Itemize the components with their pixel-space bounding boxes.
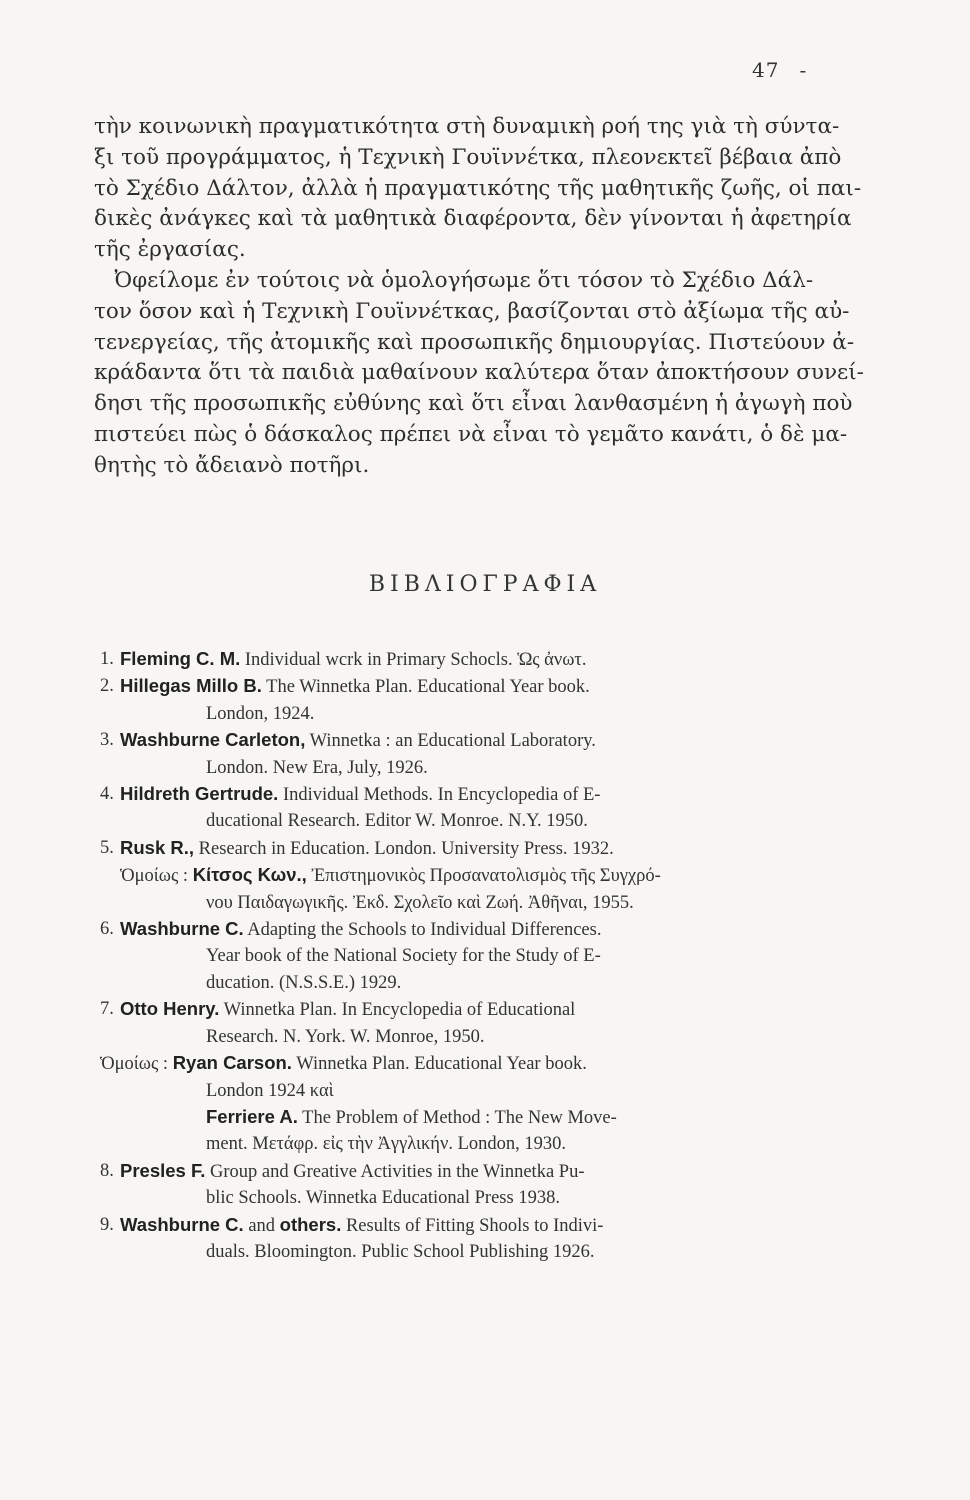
bibliography-entry <box>100 835 830 916</box>
entry-author: Washburne C. <box>120 918 244 940</box>
entry-author: Ferriere A. <box>206 1105 298 1127</box>
body-line: Ὀφείλομε ἐν τούτοις νὰ ὁμολογήσωμε ὅτι τόσον τὸ Σχέδιο Δάλ- <box>94 267 814 293</box>
entry-text: Research. N. York. W. Monroe, 1950. <box>206 1026 485 1047</box>
entry-number: 3. <box>100 730 114 751</box>
body-paragraphs <box>94 112 864 482</box>
body-line: τὴν κοινωνικὴ πραγματικότητα στὴ δυναμικὴ ροή της γιὰ τὴ σύντα- <box>94 114 840 139</box>
entry-author: Washburne Carleton, <box>120 729 306 751</box>
entry-author: Rusk R., <box>120 836 195 858</box>
bibliography-entry <box>100 781 830 835</box>
entry-text: Year book of the National Society for the Study of E- <box>206 946 601 967</box>
entry-author: Presles F. <box>120 1159 206 1181</box>
body-line: δησι τῆς προσωπικῆς εὐθύνης καὶ ὅτι εἶναι λανθασμένη ἡ ἀγωγὴ ποὺ <box>94 391 853 417</box>
entry-number: 2. <box>100 676 114 697</box>
page-number-value: 47 <box>752 58 780 82</box>
entry-text: ment. Μετάφρ. εἰς τὴν Ἀγγλικήν. London, 1930. <box>206 1134 567 1155</box>
bibliography-entry <box>100 1212 830 1266</box>
entry-number: 1. <box>100 649 114 669</box>
entry-author: Fleming C. M. <box>120 648 241 669</box>
entry-text: νου Παιδαγωγικῆς. Ἐκδ. Σχολεῖο καὶ Ζωή. Ἀθῆναι, 1955. <box>206 892 634 913</box>
bibliography-entry <box>100 646 830 673</box>
entry-text: The Problem of Method : The New Move- <box>302 1107 617 1128</box>
entry-text: London 1924 καὶ <box>206 1080 334 1101</box>
entry-line <box>100 781 830 808</box>
entry-line <box>100 835 830 862</box>
entry-author: Hildreth Gertrude. <box>120 783 279 805</box>
entry-text: blic Schools. Winnetka Educational Press 1938. <box>206 1188 560 1209</box>
entry-line <box>100 862 830 889</box>
entry-author: Otto Henry. <box>120 998 220 1020</box>
entry-number: 4. <box>100 784 114 805</box>
entry-text: ducational Research. Editor W. Monroe. N.Y. 1950. <box>206 811 588 832</box>
entry-text: Winnetka : an Educational Laboratory. <box>309 731 596 752</box>
entry-number: 8. <box>100 1160 114 1181</box>
entry-line <box>100 646 830 673</box>
body-line: θητὴς τὸ ἄδειανὸ ποτῆρι. <box>94 452 370 478</box>
body-line: ξι τοῦ προγράμματος, ἡ Τεχνικὴ Γουϊννέτκα, πλεονεκτεῖ βέβαια ἀπὸ <box>94 144 842 170</box>
bibliography-list <box>100 646 830 1265</box>
entry-line <box>100 727 830 754</box>
entry-conjunction: and <box>248 1215 276 1236</box>
entry-text: Winnetka Plan. In Encyclopedia of Educational <box>223 1000 576 1021</box>
page-number <box>752 58 807 82</box>
entry-author: Hillegas Millo B. <box>120 675 262 697</box>
bibliography-entry <box>100 727 830 781</box>
entry-line <box>100 996 830 1023</box>
entry-line <box>100 916 830 943</box>
entry-text: Winnetka Plan. Educational Year book. <box>296 1054 587 1075</box>
entry-number: 9. <box>100 1214 114 1235</box>
entry-number: 7. <box>100 999 114 1020</box>
body-line: πιστεύει πὼς ὁ δάσκαλος πρέπει νὰ εἶναι τὸ γεμᾶτο κανάτι, ὁ δὲ μα- <box>94 421 848 447</box>
entry-text: Ἐπιστημονικὸς Προσανατολισμὸς τῆς Συγχρό- <box>311 866 661 887</box>
body-line: δικὲς ἀνάγκες καὶ τὰ μαθητικὰ διαφέροντα, δὲν γίνονται ἡ ἀφετηρία <box>94 206 852 232</box>
entry-text: Research in Education. London. University Press. 1932. <box>198 838 614 859</box>
entry-prefix: Ὁμοίως : <box>100 1054 169 1075</box>
entry-text: Adapting the Schools to Individual Differences. <box>247 920 602 941</box>
page-number-dash: - <box>799 58 808 82</box>
entry-text: London. New Era, July, 1926. <box>206 757 428 778</box>
bibliography-entry <box>100 916 830 996</box>
body-line: τον ὅσον καὶ ἡ Τεχνικὴ Γουϊννέτκας, βασίζονται στὸ ἀξίωμα τῆς αὐ- <box>94 298 850 324</box>
entry-author: Ryan Carson. <box>172 1052 292 1074</box>
body-line: τὸ Σχέδιο Δάλτον, ἀλλὰ ἡ πραγματικότης τῆς μαθητικῆς ζωῆς, οἱ παι- <box>94 175 862 201</box>
entry-text: Group and Greative Activities in the Winnetka Pu- <box>210 1161 585 1182</box>
entry-number: 6. <box>100 919 114 940</box>
entry-text: Individual wcrk in Primary Schocls. Ὡς ἀνωτ. <box>244 650 587 670</box>
entry-line <box>100 1158 830 1185</box>
bibliography-entry <box>100 996 830 1157</box>
entry-author: Washburne C. <box>120 1213 244 1235</box>
entry-line <box>100 1104 830 1131</box>
entry-author: others. <box>279 1213 342 1235</box>
entry-text: The Winnetka Plan. Educational Year book. <box>266 677 590 698</box>
entry-line <box>100 673 830 700</box>
bibliography-heading: ΒΙΒΛΙΟΓΡΑΦΙΑ <box>368 572 602 597</box>
bibliography-entry <box>100 1158 830 1212</box>
entry-text: London, 1924. <box>206 703 315 724</box>
entry-line <box>100 1050 830 1077</box>
entry-text: Individual Methods. In Encyclopedia of E- <box>282 785 601 806</box>
entry-text: Results of Fitting Shools to Indivi- <box>345 1215 604 1236</box>
entry-number: 5. <box>100 837 114 858</box>
entry-prefix: Ὁμοίως : <box>120 866 189 887</box>
entry-text: duals. Bloomington. Public School Publishing 1926. <box>206 1241 595 1262</box>
bibliography-entry <box>100 673 830 727</box>
body-line: τῆς ἐργασίας. <box>94 237 246 263</box>
entry-line <box>100 1212 830 1239</box>
body-line: τενεργείας, τῆς ἀτομικῆς καὶ προσωπικῆς δημιουργίας. Πιστεύουν ἀ- <box>94 329 855 355</box>
entry-text: ducation. (N.S.S.E.) 1929. <box>206 972 402 993</box>
entry-author: Κίτσος Κων., <box>192 864 307 886</box>
body-line: κράδαντα ὅτι τὰ παιδιὰ μαθαίνουν καλύτερα ὅταν ἀποκτήσουν συνεί- <box>94 360 864 386</box>
